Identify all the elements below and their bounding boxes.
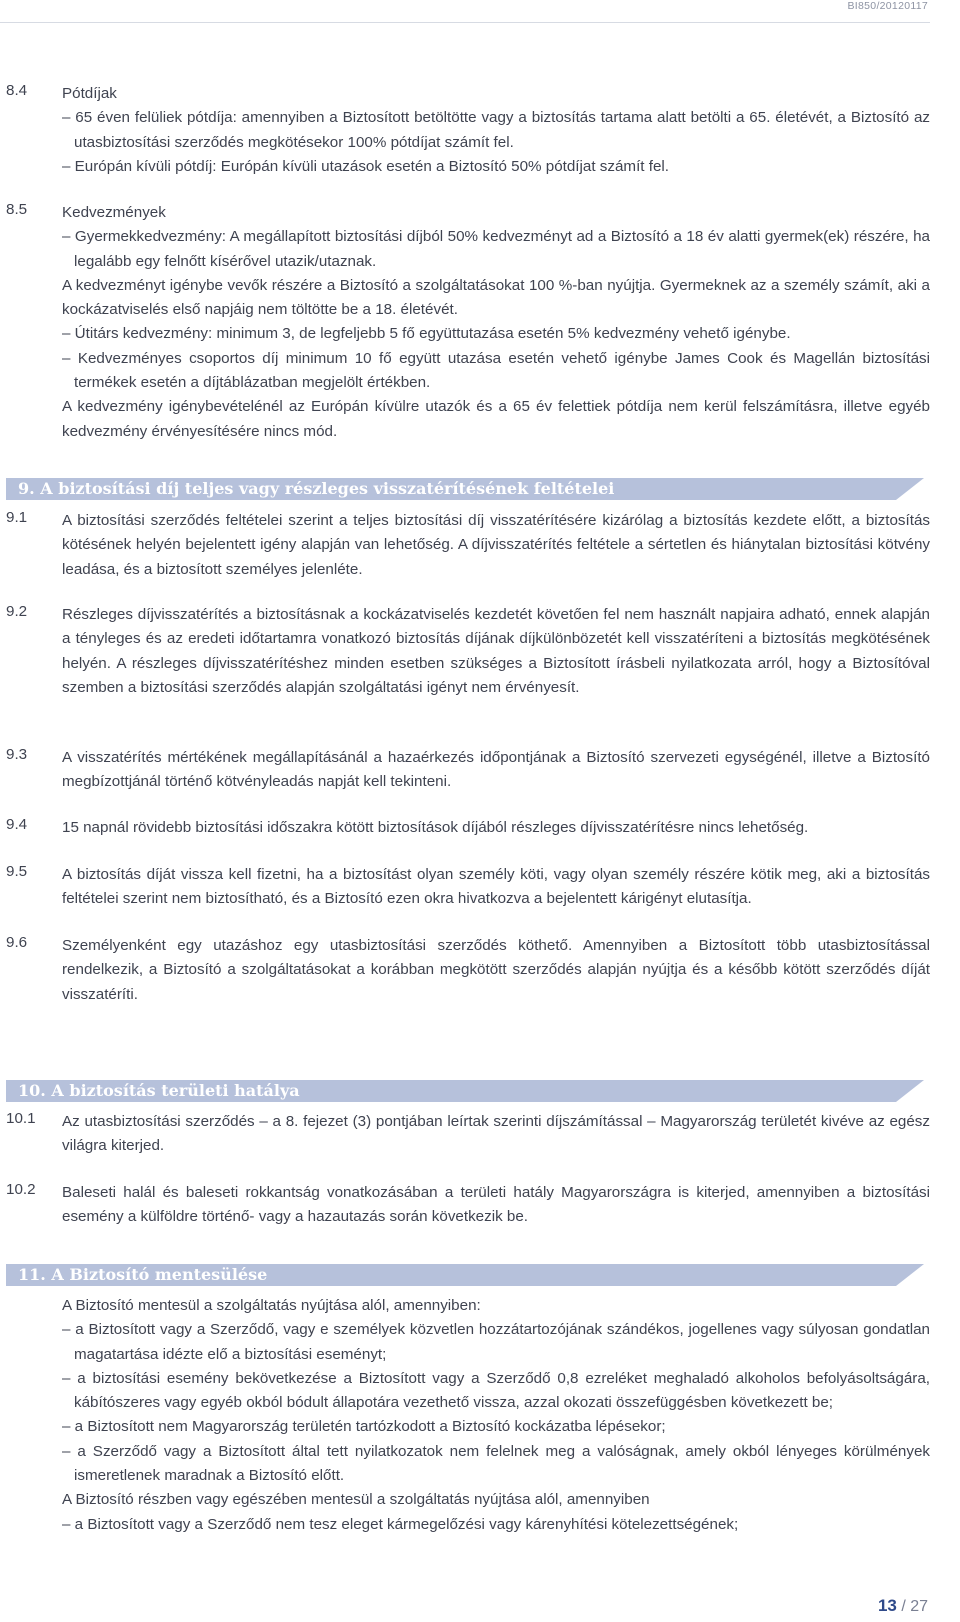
- section-title: Kedvezmények: [62, 204, 166, 221]
- item-number: 9.2: [6, 603, 28, 620]
- section-8-5: [62, 201, 930, 444]
- section-number-8-4: 8.4: [6, 82, 28, 99]
- list-item: – a Biztosított vagy a Szerződő, vagy e személyek közvetlen hozzátartozójának szándékos, jogellenes vagy súlyosan gondatlan magatartása idézte elő a biztosítási eseményt;: [62, 1321, 930, 1363]
- list-item: – Európán kívüli pótdíj: Európán kívüli utazások esetén a Biztosító 50% pótdíjat számít fel.: [62, 157, 669, 175]
- item-10-2: Baleseti halál és baleseti rokkantság vonatkozásában a területi hatály Magyarországra is kiterjed, amennyiben a biztosítási esemény a külföldre történő- vagy a hazautazás során következik be.: [62, 1184, 930, 1226]
- list-item: – a Biztosított nem Magyarország területén tartózkodott a Biztosító kockázatba lépésekor;: [62, 1418, 666, 1436]
- section-8-4: [62, 82, 930, 179]
- paragraph: A kedvezményt igénybe vevők részére a Biztosító a szolgáltatásokat 100 %-ban nyújtja. Gyermeknek az a személy számít, aki a kockázatviselés első napjáig nem töltötte be a 18. életévét.: [62, 276, 930, 319]
- document-code: BI850/20120117: [847, 0, 928, 12]
- item-9-6: Személyenként egy utazáshoz egy utasbiztosítási szerződés köthető. Amennyiben a Biztosított több utasbiztosítással rendelkezik, a Biztosító a szolgáltatásokat a korábban megkötött szerződés alapján nyújtja és a később kötött szerződés díját visszatéríti.: [62, 937, 930, 1003]
- section-11-body: [62, 1294, 930, 1537]
- item-number: 10.2: [6, 1181, 36, 1198]
- item-number: 9.5: [6, 863, 28, 880]
- paragraph: A kedvezmény igénybevételénél az Európán kívülre utazók és a 65 év felettiek pótdíja nem kerül felszámításra, illetve egyéb kedvezmény érvényesítésére nincs mód.: [62, 398, 930, 440]
- section-11-heading: 11. A Biztosító mentesülése: [18, 1265, 268, 1284]
- item-9-2: Részleges díjvisszatérítés a biztosításnak a kockázatviselés kezdetét követően fel nem használt napjaira adható, ennek alapján a tényleges és az eredeti időtartamra vonatkozó biztosítás díjának díjkülönbözetét kell visszatéríteni a biztosítás megkötésének helyén. A részleges díjvisszatérítéshez minden esetben szükséges a Biztosított írásbeli nyilatkozata arról, hogy a Biztosítóval szemben a biztosítási szerződés alapján szolgáltatási igényt nem érvényesít.: [62, 606, 930, 696]
- current-page: 13: [877, 1596, 897, 1615]
- item-number: 9.6: [6, 934, 28, 951]
- list-item: – a Szerződő vagy a Biztosított által tett nyilatkozatok nem felelnek meg a valóságnak, amely okból lényeges körülmények ismeretlenek maradnak a Biztosító előtt.: [62, 1442, 930, 1485]
- paragraph: A Biztosító részben vagy egészében mentesül a szolgáltatás nyújtása alól, amennyiben: [62, 1491, 650, 1509]
- section-number-8-5: 8.5: [6, 201, 28, 218]
- heading-underline: [16, 500, 666, 502]
- item-9-4: 15 napnál rövidebb biztosítási időszakra kötött biztosítások díjából részleges díjvisszatérítésre nincs lehetőség.: [62, 819, 809, 836]
- item-number: 9.1: [6, 509, 28, 526]
- list-item: – 65 éven felüliek pótdíja: amennyiben a Biztosított betöltötte vagy a biztosítás tartama alatt betölti a 65. életévét, a Biztosító az utasbiztosítási szerződés megkötésekor 100% pótdíjat számít fel.: [62, 109, 930, 151]
- list-item: – Útitárs kedvezmény: minimum 3, de legfeljebb 5 fő együttutazása esetén 5% kedvezmény vehető igénybe.: [62, 325, 791, 343]
- page-number: [878, 1596, 928, 1616]
- item-number: 9.3: [6, 746, 28, 763]
- list-item: – a biztosítási esemény bekövetkezése a Biztosított vagy a Szerződő 0,8 ezreléket meghaladó alkoholos befolyásoltságára, kábítószeres vagy egyéb okból bódult állapotára vezethető vissza, azzal okozati összefüggésben következett be;: [62, 1369, 930, 1412]
- list-item: – a Biztosított vagy a Szerződő nem tesz eleget kármegelőzési vagy kárenyhítési kötelezettségének;: [62, 1515, 739, 1533]
- heading-underline: [16, 1102, 321, 1104]
- section-title: Pótdíjak: [62, 85, 117, 102]
- section-10-heading: 10. A biztosítás területi hatálya: [18, 1081, 300, 1100]
- header-rule: [0, 22, 930, 23]
- total-pages: / 27: [901, 1598, 928, 1615]
- list-item: – Kedvezményes csoportos díj minimum 10 fő együtt utazása esetén vehető igénybe James Cook és Magellán biztosítási termékek esetén a díjtáblázatban megjelölt értékben.: [62, 349, 930, 392]
- item-9-1: A biztosítási szerződés feltételei szerint a teljes biztosítási díj visszatérítésére kizárólag a biztosítás kezdete előtt, a biztosítás kötésének helyén bejelentett igény alapján van lehetőség. A díjvisszatérítés feltétele a sértetlen és hiánytalan biztosítási kötvény leadása, és a biztosított személyes jelenléte.: [62, 512, 930, 578]
- item-9-3: A visszatérítés mértékének megállapításánál a hazaérkezés időpontjának a Biztosító szervezeti egységénél, illetve a Biztosító megbízottjánál történő kötvényleadás napját kell tekinteni.: [62, 749, 930, 791]
- section-9-heading: 9. A biztosítási díj teljes vagy részleges visszatérítésének feltételei: [18, 479, 615, 498]
- paragraph: A Biztosító mentesül a szolgáltatás nyújtása alól, amennyiben:: [62, 1297, 481, 1314]
- item-10-1: Az utasbiztosítási szerződés – a 8. fejezet (3) pontjában leírtak szerinti díjszámítással – Magyarország területét kivéve az egész világra kiterjed.: [62, 1113, 930, 1155]
- item-number: 9.4: [6, 816, 28, 833]
- list-item: – Gyermekkedvezmény: A megállapított biztosítási díjból 50% kedvezményt ad a Biztosító a 18 év alatti gyermek(ek) részére, ha legalább egy felnőtt kísérővel utazik/utaznak.: [62, 228, 930, 270]
- item-9-5: A biztosítás díját vissza kell fizetni, ha a biztosítást olyan személy köti, vagy olyan személy részére kötik meg, aki a biztosítás feltételei szerint nem biztosítható, és a Biztosító ezen okra hivatkozva a bejelentett kárigényt elutasítja.: [62, 866, 930, 908]
- item-number: 10.1: [6, 1110, 36, 1127]
